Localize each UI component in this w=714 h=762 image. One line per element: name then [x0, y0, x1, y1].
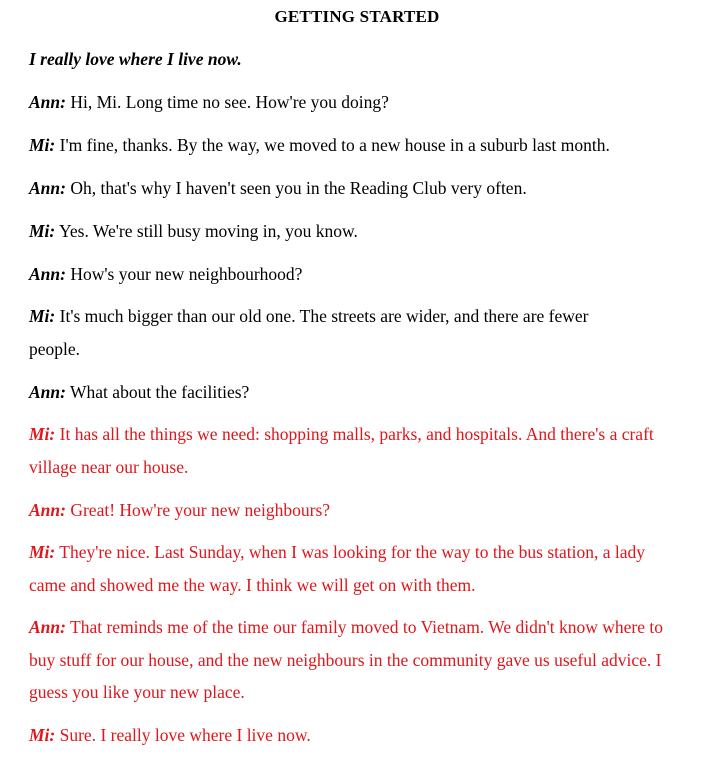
dialogue-line-10	[29, 536, 669, 601]
dialogue-text: How's your new neighbourhood?	[65, 264, 303, 284]
speaker-label: Ann:	[29, 178, 66, 198]
dialogue-line-4	[29, 215, 689, 248]
speaker-label: Mi:	[29, 306, 56, 326]
dialogue-text: I'm fine, thanks. By the way, we moved to a new house in a suburb last month.	[55, 135, 610, 155]
speaker-label: Ann:	[29, 382, 66, 402]
dialogue-line-6	[29, 300, 639, 365]
dialogue-text: That reminds me of the time our family moved to Vietnam. We didn't know where to buy stuff for our house, and the new neighbours in the community gave us useful advice. I guess you like your new place.	[29, 617, 664, 702]
speaker-label: Ann:	[29, 617, 66, 637]
speaker-label: Ann:	[29, 92, 66, 112]
speaker-label: Mi:	[29, 542, 56, 562]
dialogue-line-12	[29, 719, 689, 752]
dialogue-line-9	[29, 494, 689, 527]
dialogue-line-11	[29, 611, 669, 709]
page-title: GETTING STARTED	[274, 7, 440, 26]
dialogue-text: They're nice. Last Sunday, when I was looking for the way to the bus station, a lady came and showed me the way. I think we will get on with them.	[29, 542, 646, 595]
dialogue-text: Yes. We're still busy moving in, you know.	[55, 221, 358, 241]
dialogue-line-3	[29, 172, 689, 205]
speaker-label: Ann:	[29, 500, 66, 520]
dialogue-text: What about the facilities?	[65, 382, 250, 402]
speaker-label: Mi:	[29, 424, 56, 444]
dialogue-text: Great! How're your new neighbours?	[65, 500, 331, 520]
dialogue-line-2	[29, 129, 689, 162]
dialogue-text: Oh, that's why I haven't seen you in the Reading Club very often.	[65, 178, 527, 198]
lesson-subtitle: I really love where I live now.	[29, 49, 242, 69]
speaker-label: Mi:	[29, 725, 56, 745]
dialogue-text: It has all the things we need: shopping malls, parks, and hospitals. And there's a craft village near our house.	[29, 424, 654, 477]
speaker-label: Mi:	[29, 135, 56, 155]
speaker-label: Ann:	[29, 264, 66, 284]
dialogue-text: Hi, Mi. Long time no see. How're you doing?	[65, 92, 389, 112]
dialogue-line-5	[29, 258, 689, 291]
speaker-label: Mi:	[29, 221, 56, 241]
dialogue-line-1	[29, 86, 689, 119]
dialogue-line-7	[29, 376, 689, 409]
dialogue-text: It's much bigger than our old one. The streets are wider, and there are fewer people.	[29, 306, 589, 359]
dialogue-text: Sure. I really love where I live now.	[55, 725, 311, 745]
dialogue-line-8	[29, 418, 674, 483]
